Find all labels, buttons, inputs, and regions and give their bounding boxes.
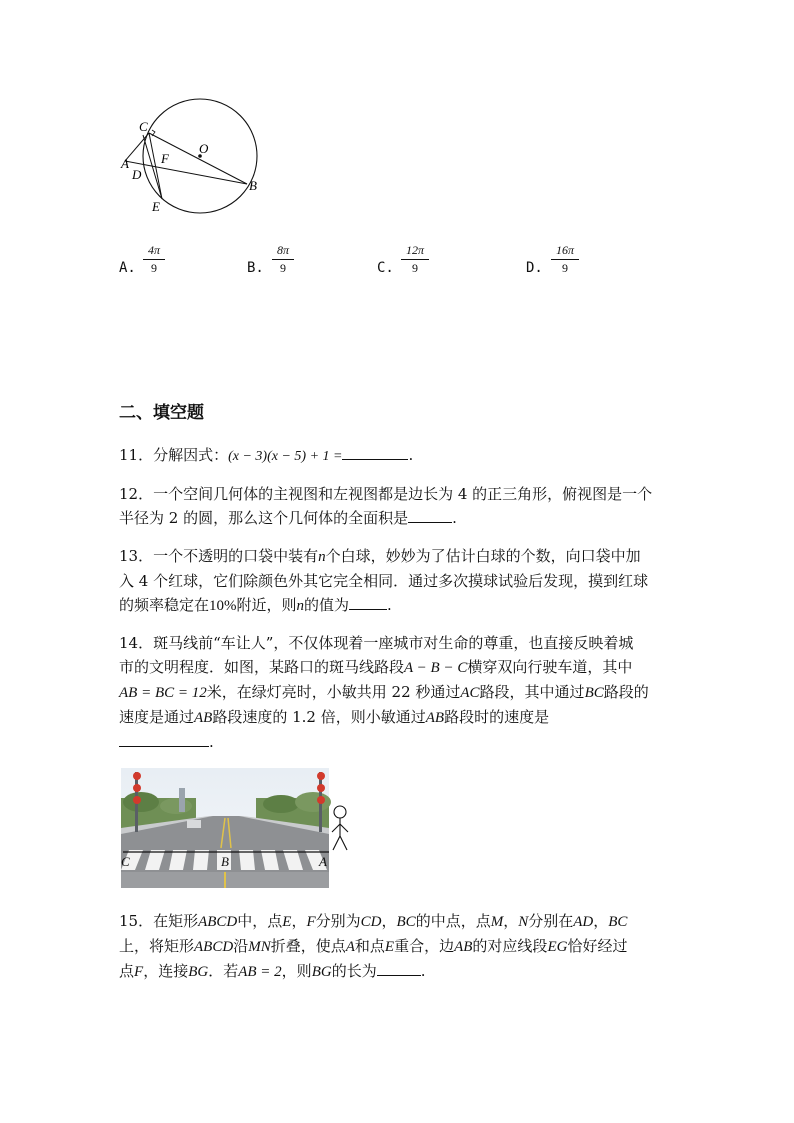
photo-label-B: B xyxy=(221,854,229,869)
q11-expression: (x − 3)(x − 5) + 1 = xyxy=(228,449,343,464)
question-12: 12．一个空间几何体的主视图和左视图都是边长为 4 的正三角形，俯视图是一个 半径为 2 的圆，那么这个几何体的全面积是 . xyxy=(119,485,653,527)
answer-blank-12[interactable] xyxy=(408,506,452,523)
option-d-fraction: 16π 9 xyxy=(551,243,579,276)
label-C: C xyxy=(139,119,148,134)
label-A: A xyxy=(121,156,129,171)
answer-blank-15[interactable] xyxy=(377,959,421,976)
circle-figure xyxy=(115,95,275,220)
crosswalk-photo xyxy=(121,768,353,888)
section-title: 二、填空题 xyxy=(119,403,204,423)
option-b: B. xyxy=(247,260,264,276)
answer-blank-11[interactable] xyxy=(342,443,408,460)
question-11: 11．分解因式：(x − 3)(x − 5) + 1 = . xyxy=(119,443,679,469)
photo-label-A: A xyxy=(319,854,327,869)
label-D: D xyxy=(132,167,142,182)
question-15: 15．在矩形ABCD中，点E，F分别为CD，BC的中点，点M，N分别在AD，BC 上，将矩形ABCD沿MN折叠，使点A和点E重合，边AB的对应线段EG恰好经过 点F，连接BG．若AB = 2，则BG的长为 . xyxy=(119,912,628,980)
label-B: B xyxy=(249,178,257,193)
option-b-fraction: 8π 9 xyxy=(272,243,294,276)
option-c-fraction: 12π 9 xyxy=(401,243,429,276)
label-F: F xyxy=(161,151,169,166)
option-a: A. xyxy=(119,260,136,276)
option-d: D. xyxy=(526,260,543,276)
photo-label-C: C xyxy=(121,854,130,869)
answer-blank-13[interactable] xyxy=(349,593,387,610)
option-c: C. xyxy=(377,260,394,276)
label-E: E xyxy=(152,199,160,214)
question-14: 14．斑马线前“车让人”，不仅体现着一座城市对生命的尊重，也直接反映着城 市的文明程度．如图，某路口的斑马线路段A − B − C横穿双向行驶车道，其中 AB = BC = 12米，在绿灯亮时，小敏共用 22 秒通过AC路段，其中通过BC路段的 速度是通过AB路段速度的 1.2 倍，则小敏通过AB路段时的速度是 . xyxy=(119,634,649,751)
option-a-fraction: 4π 9 xyxy=(143,243,165,276)
question-13: 13．一个不透明的口袋中装有n个白球，妙妙为了估计白球的个数，向口袋中加 入 4 个红球，它们除颜色外其它完全相同．通过多次摸球试验后发现，摸到红球 的频率稳定在10%附近，则n的值为 . xyxy=(119,547,649,614)
label-O: O xyxy=(199,141,209,156)
answer-blank-14[interactable] xyxy=(119,730,209,747)
